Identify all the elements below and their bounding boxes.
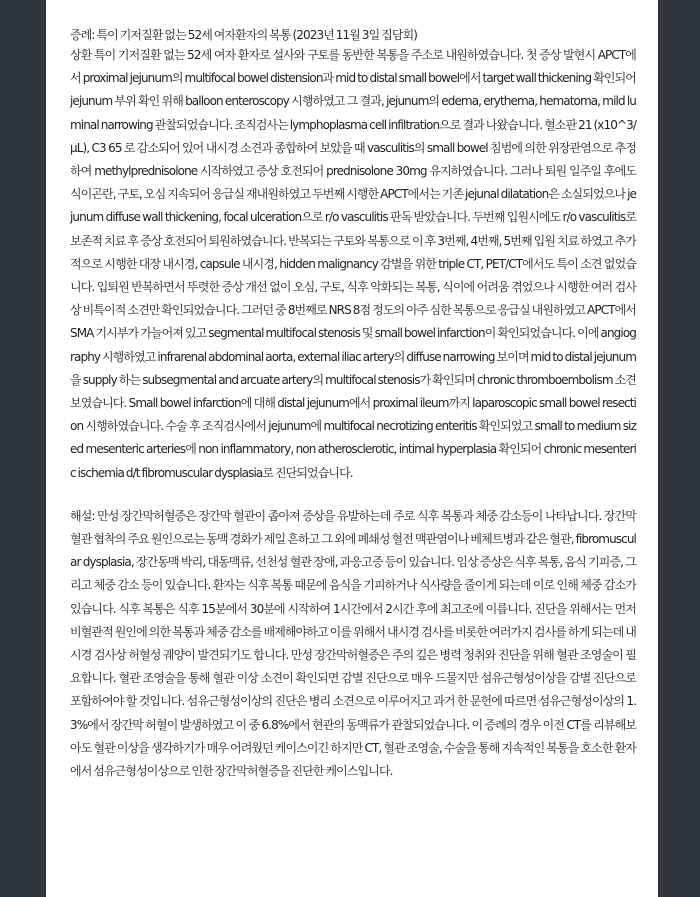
- paragraph-gap: [70, 485, 636, 505]
- case-title: 증례: 특이 기저질환 없는 52세 여자환자의 복통 (2023년 11월 3일 집담회): [70, 28, 418, 42]
- discussion-paragraph: 해설: 만성 장간막허혈증은 장간막 혈관이 좁아져 증상을 유발하는데 주로 식후 복통과 체중 감소등이 나타납니다. 장간막 혈관 협착의 주요 원인으로는 동맥 경화가 제일 흔하고 그 외에 폐쇄성 혈전 맥관염이나 베체트병과 같은 혈관, fibromuscular dysplasia, 장간동맥 박리, 대동맥류, 선천성 혈관 장애, 과응고증 등이 있습니다. 임상 증상은 식후 복통, 음식 기피증, 그리고 체중 감소 등이 있습니다. 환자는 식후 복통 때문에 음식을 기피하거나 식사량을 줄이게 되는데 이로 인해 체중 감소가 있습니다. 식후 복통은 식후 15분에서 30분에 시작하여 1시간에서 2시간 후에 최고조에 이릅니다. 진단을 위해서는 먼저 비혈관적 원인에 의한 복통과 체중 감소를 배제해야하고 이를 위해서 내시경 검사를 비롯한 여러가지 검사를 하게 되는데 내시경 검사상 허혈성 궤양이 발견되기도 합니다. 만성 장간막허혈증은 주의 깊은 병력 청취와 진단을 위해 혈관 조영술이 필요합니다. 혈관 조영술을 통해 혈관 이상 소견이 확인되면 감별 진단으로 매우 드물지만 섬유근형성이상을 감별 진단으로 포함하여야 할 것입니다. 섬유근형성이상의 진단은 병리 소견으로 이루어지고 과거 한 문헌에 따르면 섬유근형성이상의 1.3%에서 장간막 허혈이 발생하였고 이 중 6.8%에서 현관의 동맥류가 관찰되었습니다. 이 증례의 경우 이전 CT를 리뷰해보아도 혈관 이상을 생각하기가 매우 어려웠던 케이스이긴 하지만 CT, 혈관 조영술, 수술을 통해 지속적인 복통을 호소한 환자에서 섬유근형성이상으로 인한 장간막허혈증을 진단한 케이스입니다.: [70, 508, 636, 779]
- case-description: 상환 특이 기저질환 없는 52세 여자 환자로 설사와 구토를 동반한 복통을 주소로 내원하였습니다. 첫 증상 발현시 APCT에서 proximal jejunum의 multifocal bowel distension과 mid to distal small bowel에서 target wall thickening 확인되어 jejunum 부위 확인 위해 balloon enteroscopy 시행하였고 그 결과, jejunum의 edema, erythema, hematoma, mild luminal narrowing 관찰되었습니다. 조직검사는 lymphoplasma cell infiltration으로 결과 나왔습니다. 혈소판 21 (x10^3/μL), C3 65 로 감소되어 있어 내시경 소견과 종합하여 보았을 때 vasculitis의 small bowel 침범에 의한 위장관염으로 추정하여 methylprednisolone 시작하였고 증상 호전되어 prednisolone 30mg 유지하였습니다. 그러나 퇴원 일주일 후에도 식이곤란, 구토, 오심 지속되어 응급실 재내원하였고 두번째 시행한 APCT에서는 기존 jejunal dilatation은 소실되었으나 jejunum diffuse wall thickening, focal ulceration으로 r/o vasculitis 판독 받았습니다. 두번째 입원시에도 r/o vasculitis로 보존적 치료 후 증상 호전되어 퇴원하였습니다. 반복되는 구토와 복통으로 이 후 3번째, 4번째, 5번째 입원 치료 하였고 추가적으로 시행한 대장 내시경, capsule 내시경, hidden malignancy 감별을 위한 triple CT, PET/CT에서도 특이 소견 없었습니다. 입퇴원 반복하면서 뚜렷한 증상 개선 없이 오심, 구토, 식후 악화되는 복통, 식이에 어려움 겪었으나 시행한 여러 검사상 비특이적 소견만 확인되었습니다. 그러던 중 8번째로 NRS 8점 정도의 아주 심한 복통으로 응급실 내원하였고 APCT에서 SMA 기시부가 가늘어져 있고 segmental multifocal stenosis 및 small bowel infarction이 확인되었습니다. 이에 angiography 시행하였고 infrarenal abdominal aorta, external iliac artery의 diffuse narrowing 보이며 mid to distal jejunum을 supply 하는 subsegmental and arcuate artery의 multifocal stenosis가 확인되며 chronic thromboembolism 소견 보였습니다. Small bowel infarction에 대해 distal jejunum에서 proximal ileum까지 laparoscopic small bowel resection 시행하였습니다. 수술 후 조직검사에서 jejunum에 multifocal necrotizing enteritis 확인되었고 small to medium sized mesenteric arteries에 non inflammatory, non atherosclerotic, intimal hyperplasia 확인되어 chronic mesenteric ischemia d/t fibromuscular dysplasia로 진단되었습니다.: [70, 48, 636, 480]
- document-page: [46, 0, 658, 897]
